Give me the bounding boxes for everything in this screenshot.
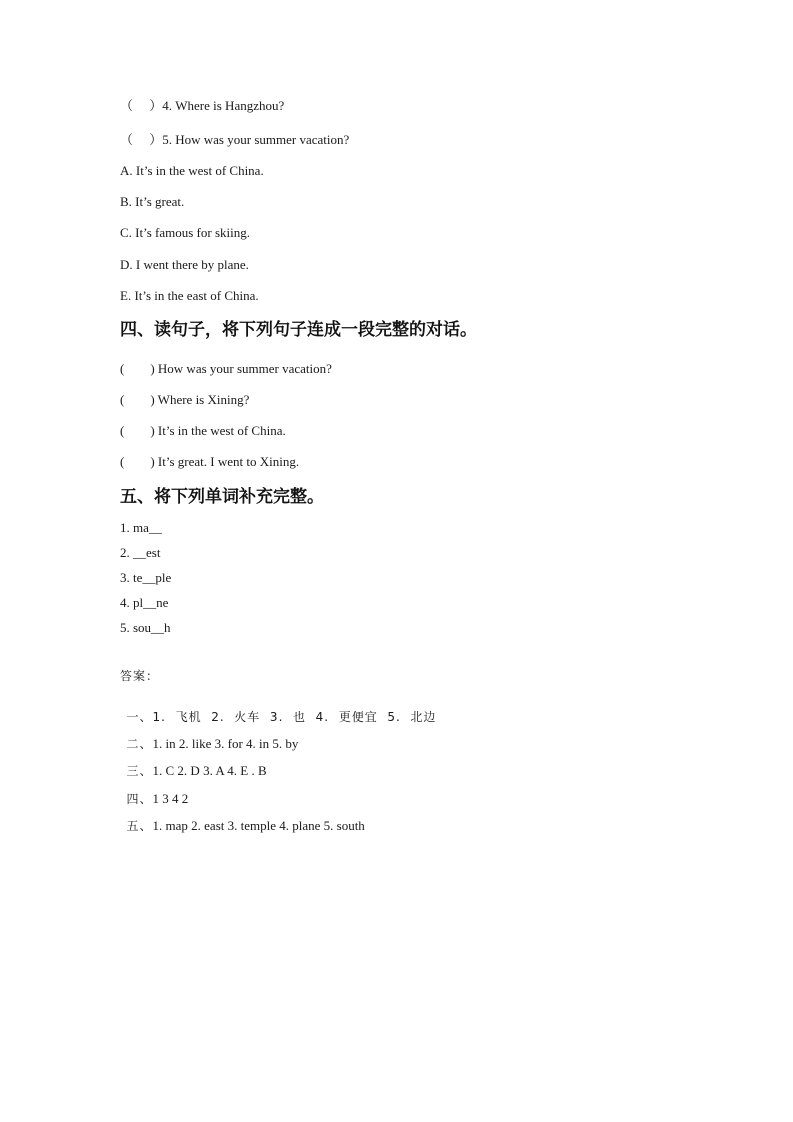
dialogue-item-3: ( ) It’s in the west of China. [120,423,286,438]
section-5-heading: 五、将下列单词补充完整。 [120,487,324,507]
option-a: A. It’s in the west of China. [120,163,264,178]
word-item-1: 1. ma__ [120,520,162,535]
answer-row-1 [120,697,436,723]
option-d: D. I went there by plane. [120,257,249,272]
answer-row-prefix: 一、 [126,710,153,724]
dialogue-item-4: ( ) It’s great. I went to Xining. [120,454,300,469]
answer-row-text: 1. C 2. D 3. A 4. E . B [152,763,267,778]
answer-row-prefix: 三、 [126,764,153,778]
option-e: E. It’s in the east of China. [120,288,259,303]
word-item-2: 2. __est [120,545,161,560]
answer-row-4 [120,779,188,805]
word-item-5: 5. sou__h [120,620,171,635]
answer-row-text: 1. 飞机 2. 火车 3. 也 4. 更便宜 5. 北边 [152,710,437,724]
answer-row-3 [120,751,267,777]
option-b: B. It’s great. [120,194,185,209]
question-5: （ ）5. How was your summer vacation? [120,132,350,147]
answer-row-prefix: 四、 [126,792,153,806]
dialogue-item-2: ( ) Where is Xining? [120,392,250,407]
dialogue-item-1: ( ) How was your summer vacation? [120,361,332,376]
word-item-4: 4. pl__ne [120,595,169,610]
answer-row-text: 1 3 4 2 [152,791,189,806]
answer-row-2 [120,724,298,750]
answer-row-prefix: 五、 [126,819,153,833]
word-item-3: 3. te__ple [120,570,172,585]
answer-row-text: 1. in 2. like 3. for 4. in 5. by [152,736,299,751]
answer-row-prefix: 二、 [126,737,153,751]
section-4-heading: 四、读句子，将下列句子连成一段完整的对话。 [120,320,477,340]
answer-row-text: 1. map 2. east 3. temple 4. plane 5. south [152,818,365,833]
answers-title: 答案： [120,669,160,683]
option-c: C. It’s famous for skiing. [120,225,250,240]
answer-row-5 [120,806,365,832]
question-4: （ ）4. Where is Hangzhou? [120,98,285,113]
